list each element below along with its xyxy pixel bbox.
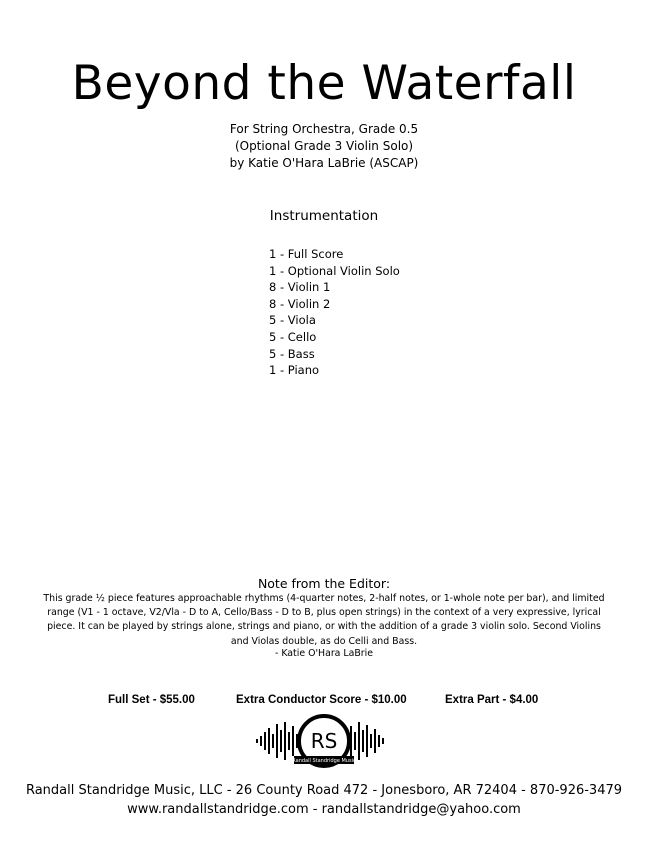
- editor-note-line: range (V1 - 1 octave, V2/Vla - D to A, Cello/Bass - D to B, plus open strings) in the context of a very expressive, lyrical: [47, 607, 601, 619]
- instrumentation-heading: Instrumentation: [269, 208, 379, 224]
- instrumentation-list: [269, 246, 400, 379]
- subtitle-block: [0, 121, 648, 172]
- logo-initials: RS: [310, 729, 338, 753]
- price-extra-part: Extra Part - $4.00: [445, 694, 539, 706]
- editor-note-line: and Violas double, as do Celli and Bass.: [230, 635, 418, 647]
- logo-banner-text: Randall Standridge Music: [292, 758, 356, 764]
- subtitle-line: For String Orchestra, Grade 0.5: [229, 122, 419, 136]
- instrumentation-item: 5 - Cello: [269, 329, 317, 344]
- sound-wave-right: [350, 722, 384, 760]
- instrumentation-item: 8 - Violin 1: [269, 280, 331, 295]
- editor-note-line: This grade ½ piece features approachable rhythms (4-quarter notes, 2-half notes, or 1-whole note per bar), and limited: [43, 593, 605, 604]
- instrumentation-item: 1 - Optional Violin Solo: [269, 263, 400, 278]
- publisher-logo: [254, 712, 394, 770]
- editor-note-body: [30, 592, 618, 649]
- editor-note-line: piece. It can be played by strings alone, strings and piano, or with the addition of a grade 3 violin solo. Second Violins: [47, 621, 601, 633]
- price-extra-score: Extra Conductor Score - $10.00: [236, 694, 407, 706]
- instrumentation-item: 1 - Piano: [269, 363, 320, 378]
- instrumentation-item: 5 - Viola: [269, 313, 316, 328]
- publisher-contact: www.randallstandridge.com - randallstandridge@yahoo.com: [127, 802, 521, 817]
- sound-wave-left: [256, 722, 298, 760]
- price-full-set: Full Set - $55.00: [108, 694, 195, 706]
- instrumentation-item: 8 - Violin 2: [269, 296, 331, 311]
- subtitle-line: (Optional Grade 3 Violin Solo): [234, 139, 414, 153]
- editor-note-signature: - Katie O'Hara LaBrie: [274, 648, 374, 659]
- editor-note-heading: Note from the Editor:: [257, 576, 391, 591]
- publisher-address: Randall Standridge Music, LLC - 26 County Road 472 - Jonesboro, AR 72404 - 870-926-3479: [25, 783, 623, 798]
- composer-credit: by Katie O'Hara LaBrie (ASCAP): [229, 156, 419, 170]
- instrumentation-item: 5 - Bass: [269, 346, 315, 361]
- page-title: Beyond the Waterfall: [71, 56, 577, 111]
- instrumentation-item: 1 - Full Score: [269, 247, 344, 261]
